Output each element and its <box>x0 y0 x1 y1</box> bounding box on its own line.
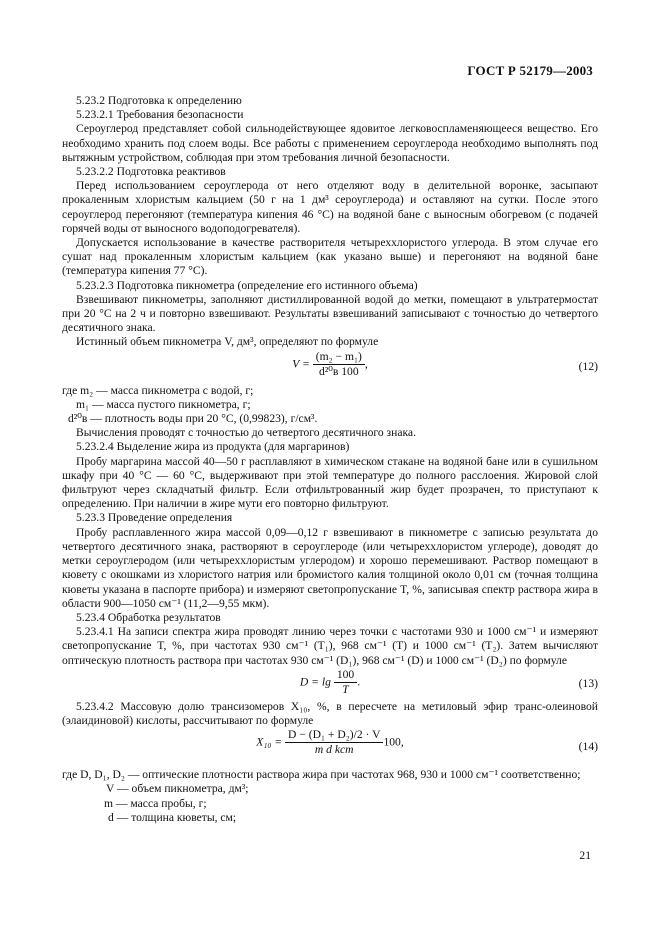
where-clause: d²⁰в — плотность воды при 20 °С, (0,99823), г/см³. <box>68 412 318 426</box>
paragraph: 5.23.4.1 На записи спектра жира проводят линию через точки с частотами 930 и 1000 см⁻¹ и измеряют светопропускание T, %, при частотах 930 см⁻¹ (T₁), 968 см⁻¹ (T) и 1000 см⁻¹ (T₂). Затем вычисляют оптическую плотность раствора при частотах 930 см⁻¹ (D₁), 968 см⁻¹ (D) и 1000 см⁻¹ (D₂) по формуле <box>62 625 598 667</box>
formula-numerator: (m₂ − m₁) <box>313 350 365 365</box>
formula-number: (13) <box>578 676 598 690</box>
paragraph: 5.23.4.2 Массовую долю трансизомеров X₁₀, %, в пересчете на метиловый эфир транс-олеиновой (элаидиновой) кислоты, рассчитывают по формуле <box>62 699 598 727</box>
where-clause: где D, D₁, D₂ — оптические плотности раствора жира при частотах 968, 930 и 1000 см⁻¹ соответственно; <box>62 768 581 782</box>
document-body <box>62 94 598 825</box>
section-heading: 5.23.2.3 Подготовка пикнометра (определение его истинного объема) <box>76 278 418 292</box>
formula-numerator: 100 <box>334 668 357 683</box>
formula-number: (12) <box>578 359 598 373</box>
formula-tail: , <box>364 357 368 371</box>
section-heading: 5.23.3 Проведение определения <box>76 511 233 525</box>
paragraph: Пробу маргарина массой 40—50 г расплавляют в химическом стакане на водяной бане или в сушильном шкафу при 40 °С — 60 °С, выдерживают при этой температуре до полного расслоения. Жировой слой фильтруют через складчатый фильтр. Если отфильтрованный жир будет прозрачен, то приступают к определению. При наличии в жире мути его повторно фильтруют. <box>62 454 598 511</box>
formula-fraction <box>285 728 383 757</box>
formula-13 <box>62 668 598 700</box>
section-heading: 5.23.2.1 Требования безопасности <box>76 108 244 122</box>
section-heading: 5.23.2 Подготовка к определению <box>76 94 242 107</box>
section-heading: 5.23.2.2 Подготовка реактивов <box>76 165 226 179</box>
formula-denominator: T <box>342 682 349 696</box>
paragraph: Истинный объем пикнометра V, дм³, определяют по формуле <box>76 335 379 349</box>
page-number: 21 <box>579 849 591 862</box>
formula-12 <box>62 350 598 384</box>
standard-header: ГОСТ Р 52179—2003 <box>467 63 593 78</box>
formula-fraction <box>334 668 357 697</box>
paragraph: Допускается использование в качестве растворителя четыреххлористого углерода. В этом случае его сушат над прокаленным хлористым кальцием (как указано выше) и перегоняют на водяной бане (температура кипения 77 °С). <box>62 236 598 278</box>
where-clause: m₁ — масса пустого пикнометра, г; <box>76 397 251 411</box>
paragraph: Пробу расплавленного жира массой 0,09—0,12 г взвешивают в пикнометре с записью результата до четвертого десятичного знака, растворяют в сероуглероде (или четыреххлористом углероде), доводят до метки сероуглеродом (или четыреххлористым углеродом) и хорошо перемешивают. Раствор помещают в кювету с окошками из хлористого натрия или бромистого калия толщиной около 0,01 см (точная толщина кюветы указана в паспорте прибора) и измеряют светопропускание T, %, записывая спектр раствора жира в области 900—1050 см⁻¹ (11,2—9,55 мкм). <box>62 525 598 610</box>
paragraph: Перед использованием сероуглерода от него отделяют воду в делительной воронке, засыпают прокаленным хлористым кальцием (50 г на 1 дм³ сероуглерода) и оставляют на сутки. После этого сероуглерод перегоняют (температура кипения 46 °С) на водяной бане с выносным обогревом (с подачей горячей воды от выносного водоподогревателя). <box>62 179 598 235</box>
paragraph: Вычисления проводят с точностью до четвертого десятичного знака. <box>76 426 416 440</box>
section-heading: 5.23.2.4 Выделение жира из продукта (для маргаринов) <box>76 440 350 454</box>
formula-denominator: m d kст <box>314 743 354 757</box>
formula-14 <box>62 728 598 768</box>
where-clause: V — объем пикнометра, дм³; <box>106 782 249 796</box>
formula-number: (14) <box>578 740 598 754</box>
formula-denominator: d²⁰в 100 <box>318 364 359 378</box>
where-clause: d — толщина кюветы, см; <box>108 810 237 824</box>
formula-tail: . <box>357 675 361 689</box>
formula-lhs: V = <box>292 357 310 371</box>
paragraph: Сероуглерод представляет собой сильнодействующее ядовитое легковоспламеняющееся вещество. Его необходимо хранить под слоем воды. Все работы с применением сероуглерода необходимо выполнять под вытяжным устройством, соблюдая при этом требования личной безопасности. <box>62 122 598 164</box>
section-heading: 5.23.4 Обработка результатов <box>76 610 221 624</box>
where-clause: где m₂ — масса пикнометра с водой, г; <box>62 383 254 397</box>
formula-lhs: X₁₀ = <box>256 735 283 749</box>
formula-lhs: D = lg <box>299 675 331 689</box>
formula-fraction <box>313 350 365 379</box>
where-clause: m — масса пробы, г; <box>104 796 207 810</box>
formula-numerator: D − (D₁ + D₂)/2 · V <box>285 728 383 743</box>
paragraph: Взвешивают пикнометры, заполняют дистиллированной водой до метки, помещают в ультратермостат при 20 °С на 2 ч и повторно взвешивают. Результаты взвешиваний записывают с точностью до четвертого десятичного знака. <box>62 292 598 335</box>
formula-tail: 100, <box>383 735 404 749</box>
